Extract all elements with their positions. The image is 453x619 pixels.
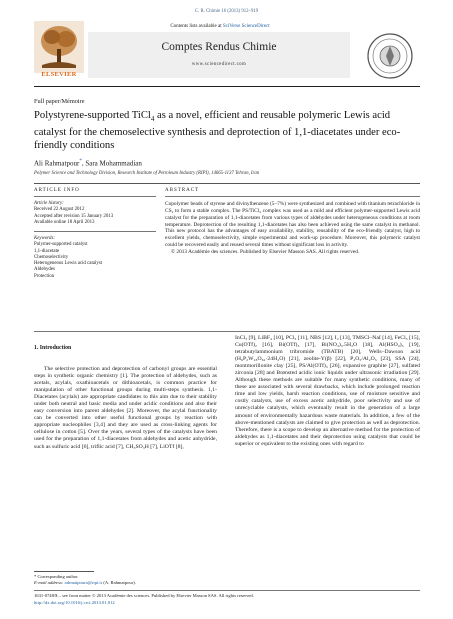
divider	[34, 331, 420, 332]
footnote	[34, 574, 136, 586]
journal-url[interactable]: www.sciencedirect.com	[191, 62, 247, 67]
header-rule	[34, 86, 420, 87]
received-date: Received 22 August 2012	[34, 207, 85, 213]
keywords	[34, 236, 156, 280]
article-info-heading: ARTICLE INFO	[34, 188, 80, 193]
corresponding-label: Corresponding author.	[37, 574, 79, 579]
sciencedirect-link[interactable]: SciVerse ScienceDirect	[222, 24, 270, 29]
paragraph: InCl₃ [9], LiBF₄ [10], PCl₃ [11], NBS [12], I₂ [13], TMSCl–NaI [14], FeCl₃ [15], Cu(OTf)₂ [16], Bi(OTf)₃ [17], Bi(NO₃)₃.5H₂O [18], Al(HSO₄)₃ [19], tetrabutylammonium tribromide (TBATB) [20], Wells–Dawson acid (H₆P₂W₁₈O₆₂·24H₂O) [21], zeolite-Y(β) [22], P₂O₅/Al₂O₃ [23], SSA [24], montmorillonite clay [25], PS/Al(OTf)₃ [26], expansive graphite [27], sulfated zirconia [28] and Brønsted acidic ionic liquids under ultrasonic irradiation [29]. Although these methods are suitable for many synthetic conditions, many of these are associated with several drawbacks, which include prolonged reaction time and low yields, harsh reaction conditions, use of moisture sensitive and costly catalysts, use of excess acetic anhydride, poor selectivity and use of unrecyclable catalysts, which eventually result in the generation of a large amount of environmentally hazardous waste materials. In addition, a few of the above-mentioned catalysts are claimed to give protection as well as deprotection. Therefore, there is a scope to develop an alternative method for the protection of aldehydes as 1,1-diacetates and their deprotection using catalysts that could be superior or equivalent to the existing ones with regard to	[235, 335, 420, 447]
keyword: Aldehydes	[34, 267, 55, 273]
contents-line	[100, 24, 340, 29]
footer-copyright: 1631-0748/$ – see front matter © 2013 Académie des sciences. Published by Elsevier Masson SAS. All rights reserved.	[34, 593, 254, 598]
keywords-label: Keywords:	[34, 236, 56, 241]
affiliation: Polymer Science and Technology Division, Research Institute of Petroleum Industry (RIPI), 14665-1137 Tehran, Iran	[34, 171, 260, 176]
keyword: Polymer-supported catalyst	[34, 242, 88, 248]
abstract-body	[165, 201, 420, 256]
keyword: Chemoselectivity	[34, 254, 69, 260]
body-column-right	[235, 335, 420, 448]
footer-rule	[34, 590, 420, 591]
journal-cover-emblem	[360, 31, 420, 81]
journal-title: Comptes Rendus Chimie	[161, 41, 277, 53]
contents-prefix: Contents lists available at	[170, 24, 223, 29]
keyword: 1,1-diacetate	[34, 248, 60, 254]
article-title	[34, 109, 422, 152]
article-history	[34, 201, 156, 226]
footnote-rule	[34, 571, 94, 572]
divider	[165, 196, 420, 197]
keyword: Protection	[34, 273, 55, 279]
divider	[34, 231, 156, 232]
keyword: Heterogeneous Lewis acid catalyst	[34, 261, 103, 267]
author-2: , Sara Mohammadian	[81, 159, 142, 168]
corresponding-mark[interactable]: *	[79, 159, 82, 164]
author-1: Ali Rahmatpour	[34, 159, 80, 168]
abstract-copyright: © 2013 Académie des sciences. Published by Elsevier Masson SAS. All rights reserved.	[171, 248, 360, 255]
accepted-date: Accepted after revision 15 January 2013	[34, 213, 114, 219]
title-part-2: as a novel, efficient and reusable polymeric Lewis acid catalyst for the chemoselective synthesis and deprotection of 1,1-diacetates under eco-friendly conditions	[34, 110, 401, 152]
authors	[34, 159, 142, 167]
divider	[34, 183, 420, 184]
footnote-mark: *	[34, 574, 37, 579]
elsevier-tree-logo	[34, 21, 84, 73]
journal-banner	[88, 32, 350, 78]
abstract-heading: ABSTRACT	[165, 188, 200, 193]
email-label: E-mail address:	[34, 579, 65, 585]
online-date: Available online 18 April 2013	[34, 219, 95, 225]
title-part-1: Polystyrene-supported TiCl	[34, 110, 151, 121]
abstract-text: Copolymer beads of styrene and divinylbenzene (5–7%) were synthesized and combined with titanium tetrachloride in CS₂ to form a stable complex. The PS/TiCl₄ complex was used as a mild and efficient polymer-supported Lewis acid catalyst for the preparation of 1,1-diacetates from various types of aldehydes under heterogeneous conditions at room temperature. Deprotection of the resulting 1,1-diacetates has also been achieved using the same catalyst in methanol. This new protocol has the advantages of easy availability, stability, reusability of the eco-friendly catalyst, high to excellent yields, chemoselectivity, simple experimental and work-up procedure. Moreover, this polymeric catalyst could be recovered easily and reused several times without significant loss in activity.	[165, 201, 420, 249]
article-section: Full paper/Mémoire	[34, 98, 85, 105]
journal-citation: C. R. Chimie 16 (2013) 912–919	[194, 9, 259, 14]
introduction-heading: 1. Introduction	[34, 345, 72, 351]
history-label: Article history:	[34, 201, 64, 206]
doi-link[interactable]: http://dx.doi.org/10.1016/j.crci.2013.01.012	[34, 600, 115, 605]
email-link[interactable]: rahmatpoura@ripi.ir	[64, 579, 103, 585]
title-subscript: 4	[150, 115, 155, 124]
paragraph: The selective protection and deprotection of carbonyl groups are essential steps in synthetic organic chemistry [1]. The protection of aldehydes, such as acetals, acylals, oxathioacetals or dithioacetals, is common practice for manipulation of other functional groups during multi-steps synthesis. 1,1-Diacetates (acylals) are appropriate candidates to this aim due to their stability under both neutral and basic media and under acidic conditions and also their easy conversion into parent aldehydes [2]. Moreover, the acylal functionality can be converted into other useful functional groups by reaction with appropriate nucleophiles [3,4] and they are used as cross-linking agents for cellulose in cotton [5]. Over the years, several types of the catalysts have been used for the preparation of 1,1-diacetates from aldehydes and acetic anhydride, such as sulfuric acid [6], triflic acid [7], CH₃SO₃H [7], LiOTf [8],	[34, 366, 217, 450]
email-suffix: (A. Rahmatpour).	[102, 579, 136, 585]
divider	[34, 196, 156, 197]
body-column-left	[34, 366, 217, 451]
publisher-logo-text: ELSEVIER	[41, 71, 77, 78]
